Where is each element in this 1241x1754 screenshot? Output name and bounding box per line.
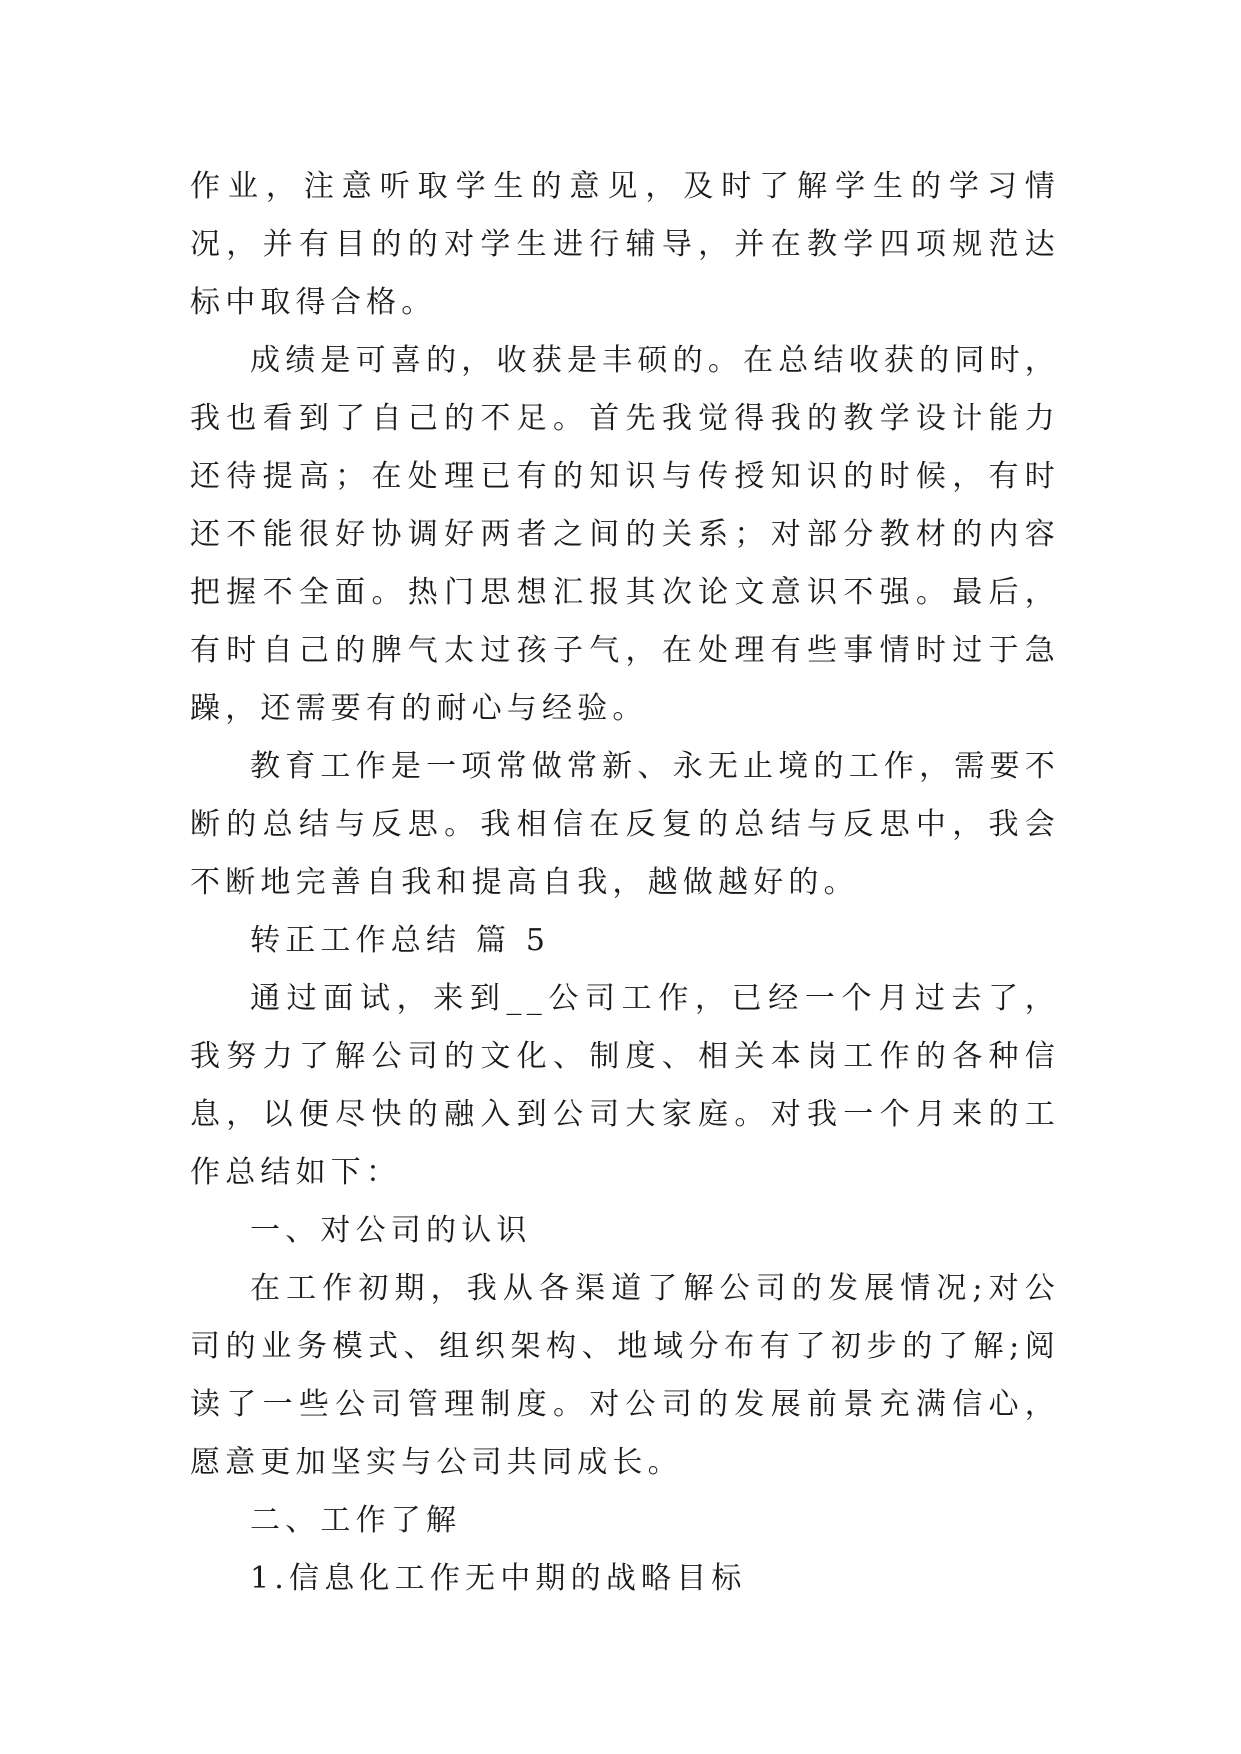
document-body [190, 158, 1060, 1608]
paragraph-reflection: 教育工作是一项常做常新、永无止境的工作，需要不断的总结与反思。我相信在反复的总结与反思中，我会不断地完善自我和提高自我，越做越好的。 [190, 749, 1060, 900]
paragraph-company: 在工作初期，我从各渠道了解公司的发展情况;对公司的业务模式、组织架构、地域分布有了初步的了解;阅读了一些公司管理制度。对公司的发展前景充满信心，愿意更加坚实与公司共同成长。 [190, 1271, 1060, 1480]
paragraph-intro: 通过面试，来到__公司工作，已经一个月过去了，我努力了解公司的文化、制度、相关本岗工作的各种信息，以便尽快的融入到公司大家庭。对我一个月来的工作总结如下： [190, 981, 1060, 1190]
subheading-company: 一、对公司的认识 [250, 1213, 532, 1248]
list-item-goal: 1.信息化工作无中期的战略目标 [250, 1561, 747, 1596]
section-heading: 转正工作总结 篇 5 [250, 923, 551, 958]
paragraph-continuation: 作业，注意听取学生的意见，及时了解学生的学习情况，并有目的的对学生进行辅导，并在教学四项规范达标中取得合格。 [190, 169, 1060, 320]
subheading-work: 二、工作了解 [250, 1503, 462, 1538]
paragraph-shortcomings: 成绩是可喜的，收获是丰硕的。在总结收获的同时，我也看到了自己的不足。首先我觉得我的教学设计能力还待提高；在处理已有的知识与传授知识的时候，有时还不能很好协调好两者之间的关系；对部分教材的内容把握不全面。热门思想汇报其次论文意识不强。最后，有时自己的脾气太过孩子气，在处理有些事情时过于急躁，还需要有的耐心与经验。 [190, 343, 1060, 726]
